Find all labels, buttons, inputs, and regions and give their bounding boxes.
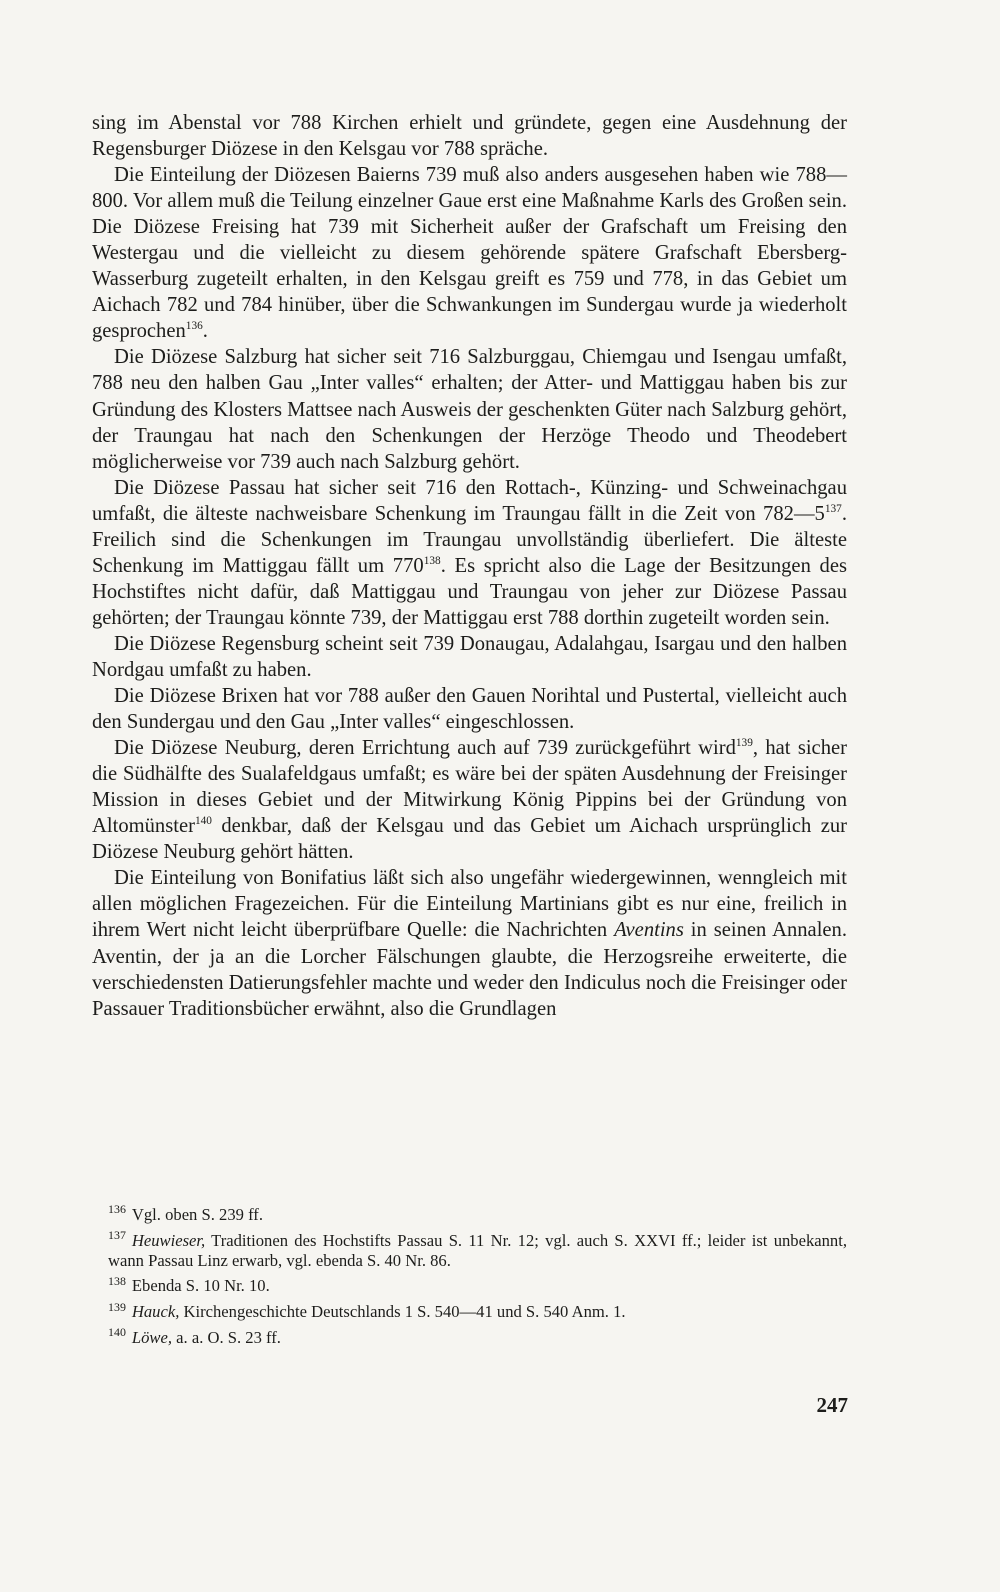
paragraph-3: Die Diözese Salzburg hat sicher seit 716 Salzburggau, Chiemgau und Isengau umfaßt, 788 neu den halben Gau „Inter valles“ erhalten; der Atter- und Mattiggau haben bis zur Gründung des Klosters Mattsee nach Ausweis der geschenkten Güter nach Salzburg gehört, der Traungau hat nach den Schenkungen der Herzöge Theodo und Theodebert möglicherweise vor 739 auch nach Salzburg gehört. [92,346,847,473]
paragraph-2: Die Einteilung der Diözesen Baierns 739 muß also anders ausgesehen haben wie 788—800. Vor allem muß die Teilung einzelner Gaue erst eine Maßnahme Karls des Großen sein. Die Diözese Freising hat 739 mit Sicherheit außer der Grafschaft um Freising den Westergau und die vielleicht zu diesem gehörende spätere Grafschaft Ebersberg-Wasserburg zugeteilt erhalten, in den Kelsgau greift es 759 und 778, in das Gebiet um Aichach 782 und 784 hinüber, über die Schwankungen im Sundergau wurde ja wiederholt gesprochen$^{136}$. [92,164,847,343]
page-number: 247 [816,1393,848,1417]
emphasis-aventins: Aventins [614,919,684,942]
footnote-number: 137 [108,1228,126,1243]
footnote-ref-136[interactable]: 136 [185,320,203,333]
paragraph-4: Die Diözese Passau hat sicher seit 716 den Rottach-, Künzing- und Schweinachgau umfaßt, die älteste nachweisbare Schenkung im Traungau fällt in die Zeit von $782—5^{137}$. Freilich sind die Schenkungen im Traungau unvollständig überliefert. Die älteste Schenkung im Mattiggau fällt um $770^{138}$. Es spricht also die Lage der Besitzungen des Hochstiftes nicht dafür, daß Mattiggau und Traungau von jeher zur Diözese Passau gehörten; der Traungau könnte 739, der Mattiggau erst 788 dorthin zugeteilt worden sein. [92,476,847,629]
footnote-137: $^{137}$ Heuwieser, Traditionen des Hochstifts Passau S. 11 Nr. 12; vgl. auch S. XXVI ff.; leider ist unbekannt, wann Passau Linz erwarb, vgl. ebenda S. 40 Nr. 86. [108,1228,847,1270]
footnote-136: $^{136}$ Vgl. oben S. 239 ff. [108,1202,263,1224]
footnote-number: 139 [108,1299,126,1314]
footnote-number: 138 [108,1273,126,1288]
footnote-138: $^{138}$ Ebenda S. 10 Nr. 10. [108,1273,270,1296]
paragraph-1: sing im Abenstal vor 788 Kirchen erhielt und gründete, gegen eine Ausdehnung der Regensburger Diözese in den Kelsgau vor 788 spräche. [92,112,847,161]
footnote-ref-140[interactable]: 140 [194,815,212,828]
paragraph-7: Die Diözese Neuburg, deren Errichtung auch auf 739 zurückgeführt wird$^{139}$, hat sicher die Südhälfte des Sualafeldgaus umfaßt; es wäre bei der späten Ausdehnung der Freisinger Mission in dieses Gebiet und der Mitwirkung König Pippins bei der Gründung von Altomünster$^{140}$ denkbar, daß der Kelsgau und das Gebiet um Aichach ursprünglich zur Diözese Neuburg gehört hätten. [92,737,847,864]
paragraph-6: Die Diözese Brixen hat vor 788 außer den Gauen Norihtal und Pustertal, vielleicht auch den Sundergau und den Gau „Inter valles“ eingeschlossen. [92,685,847,734]
paragraph-8: Die Einteilung von Bonifatius läßt sich also ungefähr wiedergewinnen, wenngleich mit allen möglichen Fragezeichen. Für die Einteilung Martinians gibt es nur eine, freilich in ihrem Wert nicht leicht überprüfbare Quelle: die Nachrichten Aventins in seinen Annalen. Aventin, der ja an die Lorcher Fälschungen glaubte, die Herzogsreihe erweiterte, die verschiedensten Datierungsfehler machte und weder den Indiculus noch die Freisinger oder Passauer Traditionsbücher erwähnt, also die Grundlagen [92,867,848,1020]
footnote-number: 140 [108,1325,126,1340]
paragraph-5: Die Diözese Regensburg scheint seit 739 Donaugau, Adalahgau, Isargau und den halben Nordgau umfaßt zu haben. [92,632,847,681]
main-text [92,110,847,1022]
footnote-ref-138[interactable]: 138 [423,554,441,567]
footnote-number: 136 [108,1202,126,1217]
footnote-ref-139[interactable]: 139 [735,737,753,750]
footnote-140: $^{140}$ Löwe, a. a. O. S. 23 ff. [108,1325,281,1347]
footnotes [92,1202,847,1354]
footnote-139: $^{139}$ Hauck, Kirchengeschichte Deutschlands 1 S. 540—41 und S. 540 Anm. 1. [108,1299,626,1322]
footnote-author: Löwe, [131,1327,173,1347]
footnote-ref-137[interactable]: 137 [824,502,842,515]
footnote-author: Hauck, [131,1302,180,1322]
footnote-author: Heuwieser, [131,1230,206,1250]
